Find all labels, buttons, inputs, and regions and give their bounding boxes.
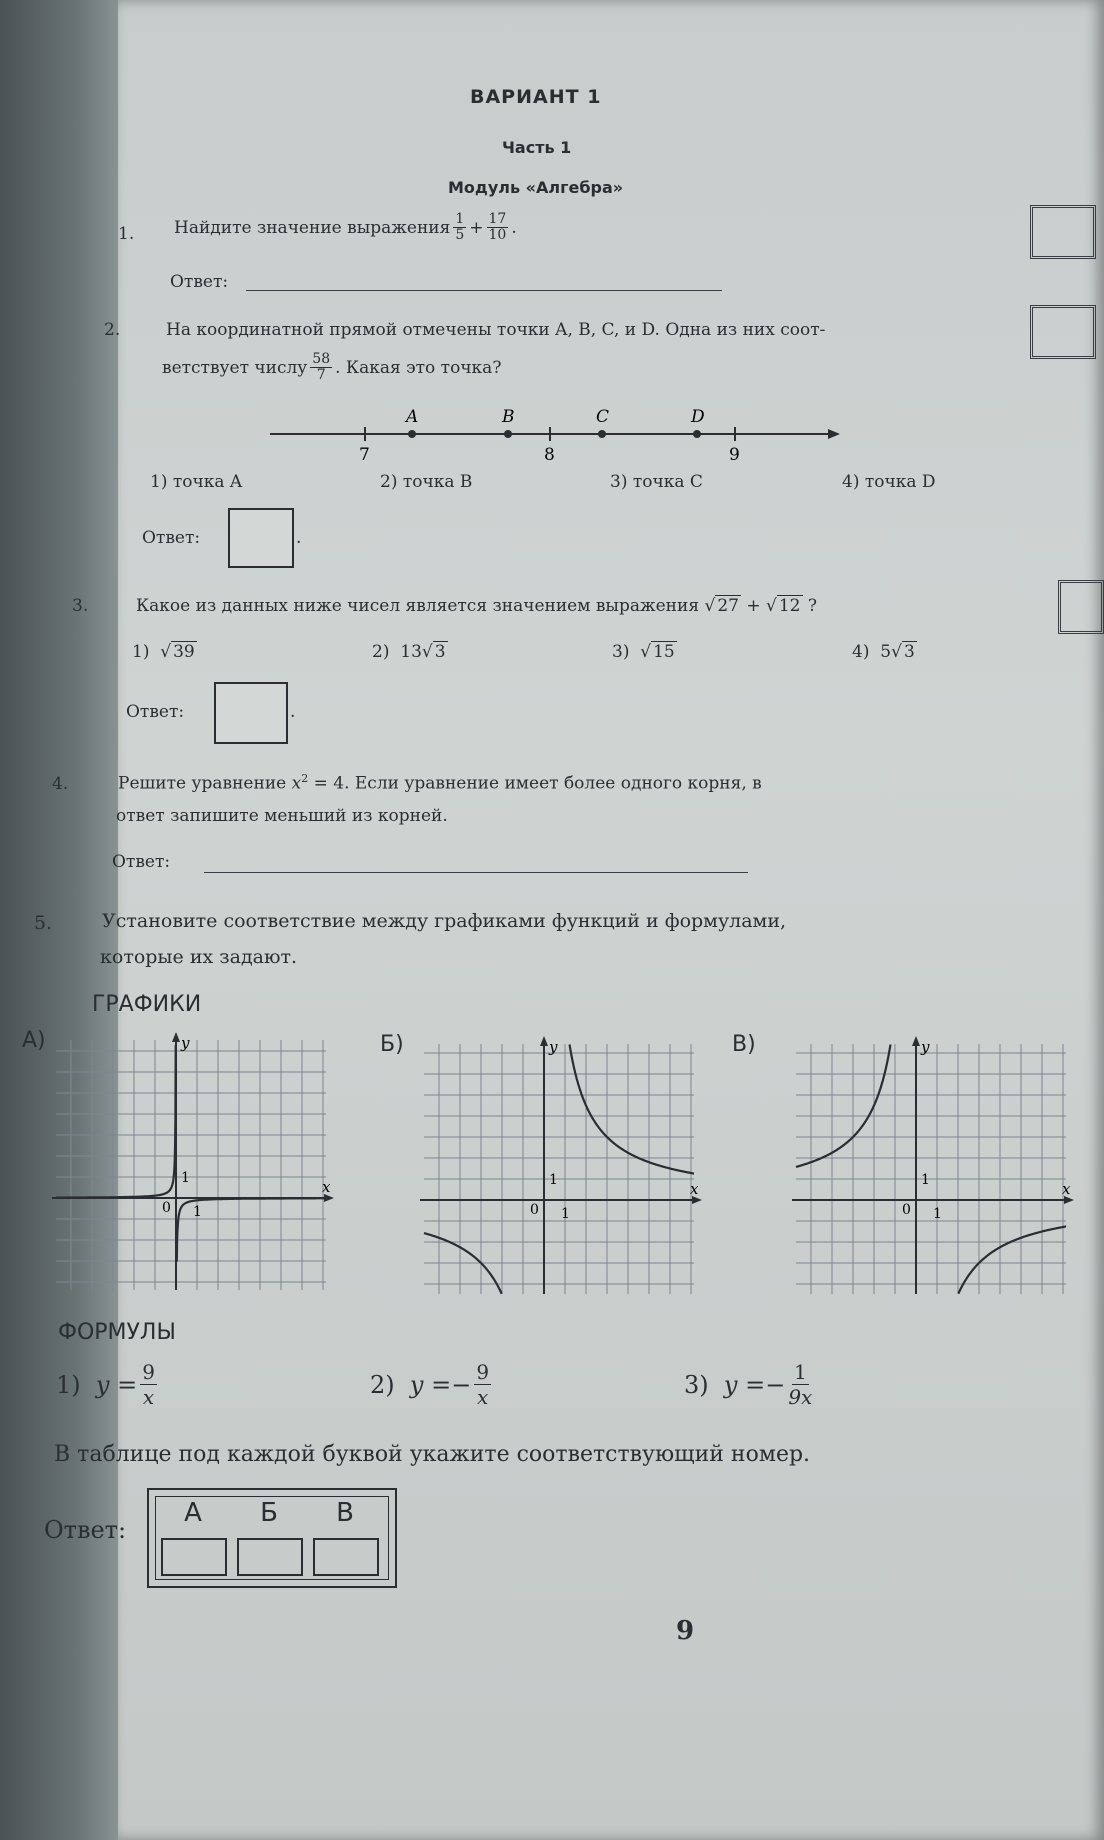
number-line (260, 400, 850, 470)
task-3-option-4: 4) 5√ 3 (852, 642, 915, 662)
origin-label: 0 (530, 1202, 539, 1218)
task-2-option-3: 3) точка C (610, 472, 703, 492)
task-2-line-2: ветствует числу $\frac{58}{7}$ . Какая это точка? (162, 351, 502, 383)
curve-left-branch (796, 1045, 891, 1167)
task-2-option-1: 1) точка A (150, 472, 243, 492)
task-2-answer-label: Ответ: (142, 528, 201, 548)
task-4-line-2: ответ запишите меньший из корней. (116, 806, 448, 826)
fraction-17-10: $\frac{17}{10}$ (488, 211, 507, 243)
tick-label-8: 8 (544, 445, 555, 465)
fraction-1-5: $\frac{1}{5}$ (455, 211, 465, 243)
tick-label-9: 9 (729, 445, 740, 465)
task-1-answer-line[interactable] (246, 290, 722, 291)
task-5-answer-label: Ответ: (44, 1516, 127, 1544)
task-2-option-2: 2) точка B (380, 472, 473, 492)
graph-b (414, 1034, 714, 1304)
graph-v-label: В) (732, 1032, 756, 1057)
x-unit-label: 1 (933, 1206, 942, 1222)
task-5-line-1: Установите соответствие между графиками функций и формулами, (102, 910, 787, 932)
task-4-answer-label: Ответ: (112, 852, 171, 872)
formula-2: 2) y = − $\frac{9}{x}$ (370, 1360, 490, 1409)
point-a (408, 430, 416, 438)
graph-a-label: А) (22, 1028, 46, 1053)
task-5-number: 5. (34, 912, 53, 934)
table-cell-b[interactable] (237, 1538, 303, 1576)
point-b (504, 430, 512, 438)
x-unit-label: 1 (193, 1204, 202, 1220)
y-unit-label: 1 (549, 1172, 558, 1188)
x-axis-label: x (322, 1178, 331, 1196)
x-axis-label: x (1062, 1180, 1071, 1198)
task-4-line-1: Решите уравнение $x^2 = 4$. Если уравнение имеет более одного корня, в (118, 772, 762, 794)
point-d-label: D (691, 407, 705, 427)
origin-label: 0 (902, 1202, 911, 1218)
point-d (693, 430, 701, 438)
y-unit-label: 1 (181, 1170, 190, 1186)
y-unit-label: 1 (921, 1172, 930, 1188)
task-3-option-3: 3) √ 15 (612, 642, 675, 662)
task-3-text: Какое из данных ниже чисел является значением выражения √ 27 + √ 12 ? (136, 596, 818, 616)
formula-1: 1) y = $\frac{9}{x}$ (56, 1360, 155, 1409)
x-axis-label: x (690, 1180, 699, 1198)
sqrt-12: 12 (778, 596, 801, 616)
variant-title: ВАРИАНТ 1 (470, 86, 602, 108)
formulas-title: ФОРМУЛЫ (58, 1320, 176, 1345)
task-1-text: Найдите значение выражения $\frac{1}{5}$ + $\frac{17}{10}$ . (174, 211, 517, 243)
margin-answer-box (1030, 305, 1096, 359)
point-a-label: A (406, 407, 419, 427)
task-2-line-1: На координатной прямой отмечены точки A, B, C, и D. Одна из них соот- (166, 320, 826, 340)
curve-left-branch (56, 1045, 176, 1197)
table-letter-b: Б (260, 1498, 278, 1528)
task-4-answer-line[interactable] (204, 872, 748, 873)
tick-label-7: 7 (359, 445, 370, 465)
y-axis-arrow (540, 1036, 548, 1046)
sqrt-27: 27 (717, 596, 739, 616)
graph-b-label: Б) (380, 1032, 404, 1057)
origin-label: 0 (162, 1200, 171, 1216)
point-c (598, 430, 606, 438)
graph-grid (56, 1040, 326, 1290)
table-letter-a: А (184, 1498, 202, 1528)
task-3-option-1: 1) √ 39 (132, 642, 195, 662)
table-instruction: В таблице под каждой буквой укажите соответствующий номер. (54, 1442, 811, 1467)
y-axis-label: y (549, 1038, 558, 1056)
graph-grid (424, 1044, 694, 1294)
task-2-number: 2. (104, 320, 121, 340)
module-title: Модуль «Алгебра» (448, 178, 624, 197)
graph-a (46, 1030, 346, 1300)
task-1-number: 1. (118, 224, 135, 244)
task-3-answer-label: Ответ: (126, 702, 185, 722)
graph-grid (796, 1044, 1066, 1294)
task-2-answer-box[interactable] (228, 508, 294, 568)
margin-answer-box (1030, 205, 1096, 259)
table-letter-v: В (336, 1498, 354, 1528)
y-axis-arrow (172, 1032, 180, 1042)
table-cell-a[interactable] (161, 1538, 227, 1576)
page-number: 9 (676, 1616, 695, 1646)
x-unit-label: 1 (561, 1206, 570, 1222)
part-title: Часть 1 (502, 138, 572, 157)
graphs-title: ГРАФИКИ (92, 992, 202, 1017)
formula-3: 3) y = − $\frac{1}{9x}$ (684, 1360, 813, 1409)
point-b-label: B (502, 407, 515, 427)
task-1-prompt: Найдите значение выражения (174, 217, 451, 238)
y-axis-label: y (921, 1038, 930, 1056)
task-3-number: 3. (72, 596, 89, 616)
task-3-option-2: 2) 13√ 3 (372, 642, 446, 662)
task-3-answer-box[interactable] (214, 682, 288, 744)
curve-right-branch (570, 1045, 695, 1174)
task-5-line-2: которые их задают. (100, 946, 298, 968)
fraction-58-7: $\frac{58}{7}$ (312, 351, 331, 383)
graph-v (786, 1034, 1086, 1304)
margin-answer-box (1058, 580, 1104, 634)
task-1-answer-label: Ответ: (170, 272, 229, 292)
task-4-number: 4. (52, 774, 69, 794)
point-c-label: C (596, 407, 610, 427)
y-axis-arrow (912, 1036, 920, 1046)
task-2-option-4: 4) точка D (842, 472, 936, 492)
table-cell-v[interactable] (313, 1538, 379, 1576)
y-axis-label: y (181, 1034, 190, 1052)
answer-table (147, 1488, 397, 1588)
